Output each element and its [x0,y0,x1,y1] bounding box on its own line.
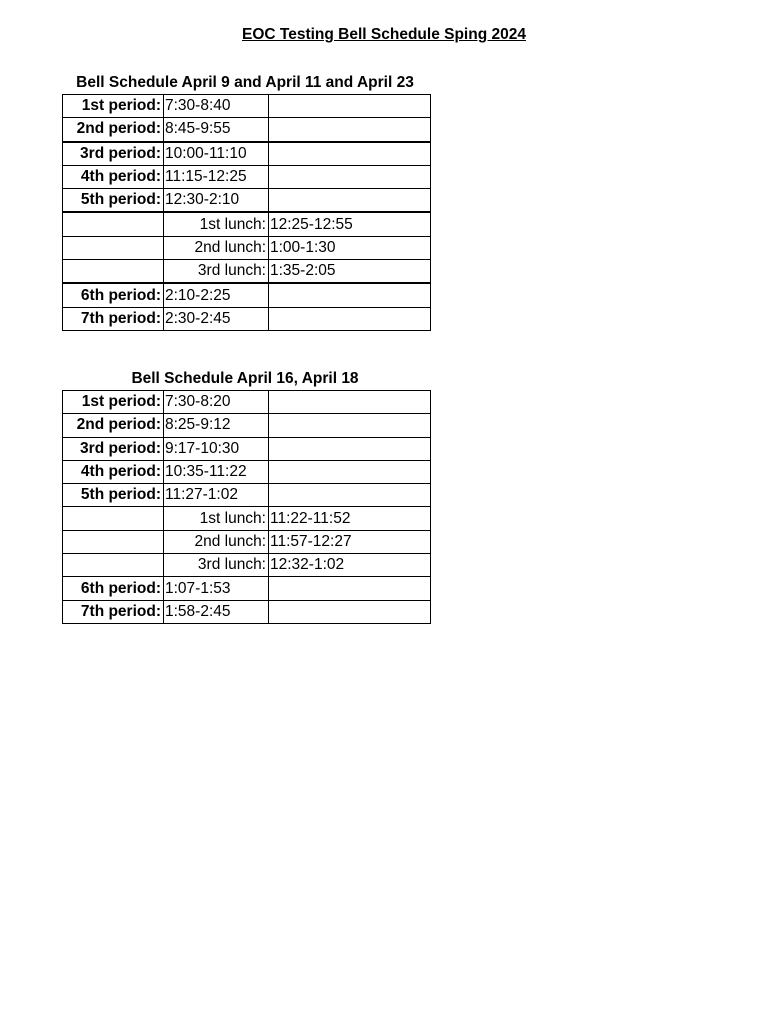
empty-cell [269,118,431,142]
table-row [63,283,431,307]
period-time: 2:30-2:45 [164,307,269,330]
period-time: 1:58-2:45 [164,600,269,623]
schedule-table [62,94,431,331]
period-label: 2nd period: [63,118,164,142]
table-row [63,142,431,166]
period-label: 5th period: [63,189,164,213]
table-row [63,307,431,330]
period-label: 7th period: [63,307,164,330]
period-label: 3rd period: [63,142,164,166]
empty-cell [269,283,431,307]
schedule-heading: Bell Schedule April 9 and April 11 and April 23 [76,74,414,91]
period-time: 9:17-10:30 [164,437,269,460]
period-time: 8:25-9:12 [164,414,269,437]
table-row [63,260,431,284]
empty-cell [269,307,431,330]
lunch-time: 11:57-12:27 [269,530,431,553]
table-row [63,507,431,530]
period-time: 7:30-8:20 [164,391,269,414]
empty-cell [269,391,431,414]
period-time: 11:27-1:02 [164,484,269,507]
table-row [63,437,431,460]
empty-cell [269,460,431,483]
empty-cell [63,530,164,553]
empty-cell [63,236,164,259]
empty-cell [269,165,431,188]
table-row [63,189,431,213]
lunch-label: 1st lunch: [164,212,269,236]
empty-cell [269,414,431,437]
lunch-label: 3rd lunch: [164,260,269,284]
table-row [63,484,431,507]
lunch-time: 12:25-12:55 [269,212,431,236]
table-row [63,554,431,577]
table-row [63,212,431,236]
empty-cell [63,507,164,530]
lunch-time: 11:22-11:52 [269,507,431,530]
table-row [63,165,431,188]
table-row [63,460,431,483]
table-row [63,236,431,259]
table-row [63,414,431,437]
empty-cell [269,189,431,213]
lunch-time: 1:00-1:30 [269,236,431,259]
empty-cell [269,600,431,623]
period-time: 10:00-11:10 [164,142,269,166]
empty-cell [269,484,431,507]
period-time: 10:35-11:22 [164,460,269,483]
period-label: 4th period: [63,165,164,188]
table-row [63,95,431,118]
bell-schedule-2 [62,368,430,624]
table-row [63,600,431,623]
empty-cell [63,260,164,284]
lunch-time: 1:35-2:05 [269,260,431,284]
page-title: EOC Testing Bell Schedule Sping 2024 [242,26,526,43]
period-label: 2nd period: [63,414,164,437]
period-time: 8:45-9:55 [164,118,269,142]
table-row [63,530,431,553]
lunch-label: 2nd lunch: [164,530,269,553]
period-label: 7th period: [63,600,164,623]
period-label: 6th period: [63,577,164,600]
period-label: 3rd period: [63,437,164,460]
lunch-label: 3rd lunch: [164,554,269,577]
period-label: 6th period: [63,283,164,307]
empty-cell [269,577,431,600]
table-row [63,118,431,142]
schedule-heading: Bell Schedule April 16, April 18 [131,370,359,387]
empty-cell [63,212,164,236]
lunch-time: 12:32-1:02 [269,554,431,577]
period-time: 12:30-2:10 [164,189,269,213]
period-label: 1st period: [63,391,164,414]
period-time: 7:30-8:40 [164,95,269,118]
schedule-table [62,390,431,624]
lunch-label: 2nd lunch: [164,236,269,259]
table-row [63,391,431,414]
period-time: 11:15-12:25 [164,165,269,188]
empty-cell [63,554,164,577]
period-time: 2:10-2:25 [164,283,269,307]
period-time: 1:07-1:53 [164,577,269,600]
period-label: 5th period: [63,484,164,507]
empty-cell [269,95,431,118]
lunch-label: 1st lunch: [164,507,269,530]
empty-cell [269,142,431,166]
bell-schedule-1 [62,72,430,331]
period-label: 4th period: [63,460,164,483]
table-row [63,577,431,600]
period-label: 1st period: [63,95,164,118]
empty-cell [269,437,431,460]
